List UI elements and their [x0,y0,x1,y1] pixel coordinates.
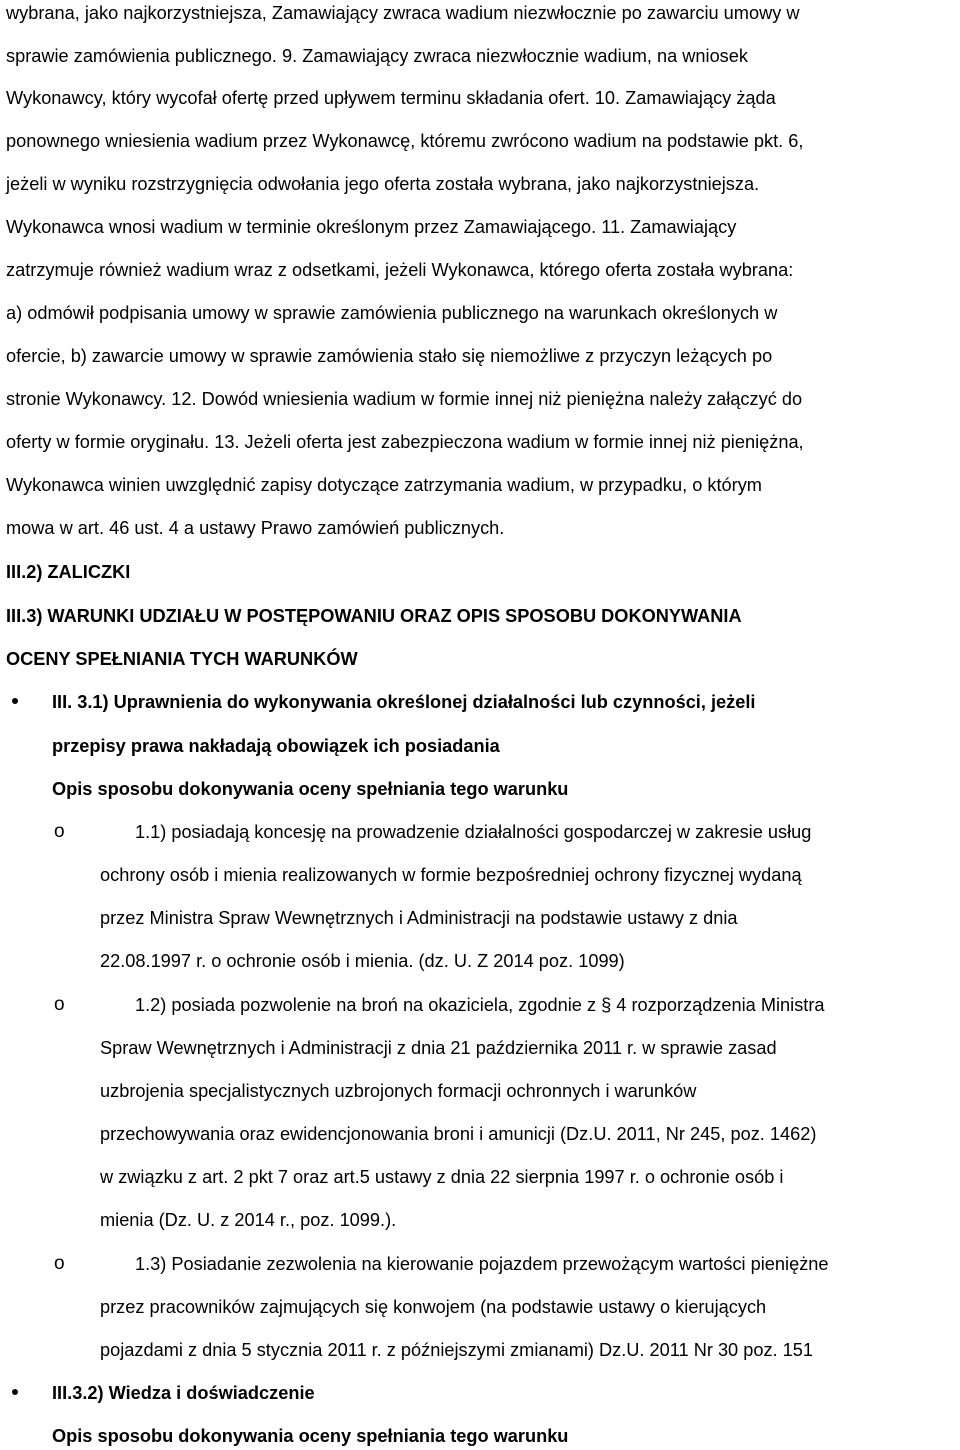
sub-item-line: przechowywania oraz ewidencjonowania broni i amunicji (Dz.U. 2011, Nr 245, poz. 1462) [100,1124,817,1144]
paragraph-line: zatrzymuje również wadium wraz z odsetkami, jeżeli Wykonawca, którego oferta została wybrana: [6,260,794,280]
circle-bullet-icon: o [54,821,65,842]
sub-item-line: przez pracowników zajmujących się konwojem (na podstawie ustawy o kierujących [100,1297,767,1317]
sub-item-line: uzbrojenia specjalistycznych uzbrojonych formacji ochronnych i warunków [100,1081,697,1101]
circle-bullet-icon: o [54,994,65,1015]
sub-item-line: ochrony osób i mienia realizowanych w formie bezpośredniej ochrony fizycznej wydaną [100,865,802,885]
paragraph-line: Wykonawcy, który wycofał ofertę przed upływem terminu składania ofert. 10. Zamawiający żąda [6,88,776,108]
paragraph-line: Wykonawca wnosi wadium w terminie określonym przez Zamawiającego. 11. Zamawiający [6,217,737,237]
item-subheading: Opis sposobu dokonywania oceny spełniania tego warunku [52,1426,569,1446]
section-heading-warunki: III.3) WARUNKI UDZIAŁU W POSTĘPOWANIU ORAZ OPIS SPOSOBU DOKONYWANIA [6,606,742,626]
paragraph-line: ponownego wniesienia wadium przez Wykonawcę, któremu zwrócono wadium na podstawie pkt. 6, [6,131,804,151]
item-heading: III. 3.1) Uprawnienia do wykonywania określonej działalności lub czynności, jeżeli [52,692,756,712]
paragraph-line: stronie Wykonawcy. 12. Dowód wniesienia wadium w formie innej niż pieniężna należy załączyć do [6,389,803,409]
bullet-icon [12,698,18,704]
paragraph-line: oferty w formie oryginału. 13. Jeżeli oferta jest zabezpieczona wadium w formie innej niż pieniężna, [6,432,804,452]
section-heading-zaliczki: III.2) ZALICZKI [6,562,131,582]
sub-item-line: mienia (Dz. U. z 2014 r., poz. 1099.). [100,1210,397,1230]
paragraph-line: mowa w art. 46 ust. 4 a ustawy Prawo zamówień publicznych. [6,518,505,538]
item-heading: III.3.2) Wiedza i doświadczenie [52,1383,315,1403]
sub-item-line: 1.3) Posiadanie zezwolenia na kierowanie pojazdem przewożącym wartości pieniężne [135,1254,829,1274]
paragraph-line: ofercie, b) zawarcie umowy w sprawie zamówienia stało się niemożliwe z przyczyn leżących po [6,346,773,366]
item-subheading: Opis sposobu dokonywania oceny spełniania tego warunku [52,779,569,799]
paragraph-line: a) odmówił podpisania umowy w sprawie zamówienia publicznego na warunkach określonych w [6,303,778,323]
circle-bullet-icon: o [54,1253,65,1274]
sub-item-line: przez Ministra Spraw Wewnętrznych i Administracji na podstawie ustawy z dnia [100,908,738,928]
section-heading-warunki: OCENY SPEŁNIANIA TYCH WARUNKÓW [6,649,358,669]
paragraph-line: wybrana, jako najkorzystniejsza, Zamawiający zwraca wadium niezwłocznie po zawarciu umowy w [6,3,800,23]
sub-item-line: 1.2) posiada pozwolenie na broń na okaziciela, zgodnie z § 4 rozporządzenia Ministra [135,995,825,1015]
sub-item-line: pojazdami z dnia 5 stycznia 2011 r. z późniejszymi zmianami) Dz.U. 2011 Nr 30 poz. 151 [100,1340,814,1360]
sub-item-line: 1.1) posiadają koncesję na prowadzenie działalności gospodarczej w zakresie usług [135,822,812,842]
paragraph-line: Wykonawca winien uwzględnić zapisy dotyczące zatrzymania wadium, w przypadku, o którym [6,475,762,495]
item-heading: przepisy prawa nakładają obowiązek ich posiadania [52,736,500,756]
bullet-icon [12,1389,18,1395]
paragraph-line: sprawie zamówienia publicznego. 9. Zamawiający zwraca niezwłocznie wadium, na wniosek [6,46,748,66]
sub-item-line: Spraw Wewnętrznych i Administracji z dnia 21 października 2011 r. w sprawie zasad [100,1038,777,1058]
sub-item-line: 22.08.1997 r. o ochronie osób i mienia. (dz. U. Z 2014 poz. 1099) [100,951,625,971]
paragraph-line: jeżeli w wyniku rozstrzygnięcia odwołania jego oferta została wybrana, jako najkorzystniejsza. [6,174,760,194]
sub-item-line: w związku z art. 2 pkt 7 oraz art.5 ustawy z dnia 22 sierpnia 1997 r. o ochronie osób i [100,1167,784,1187]
